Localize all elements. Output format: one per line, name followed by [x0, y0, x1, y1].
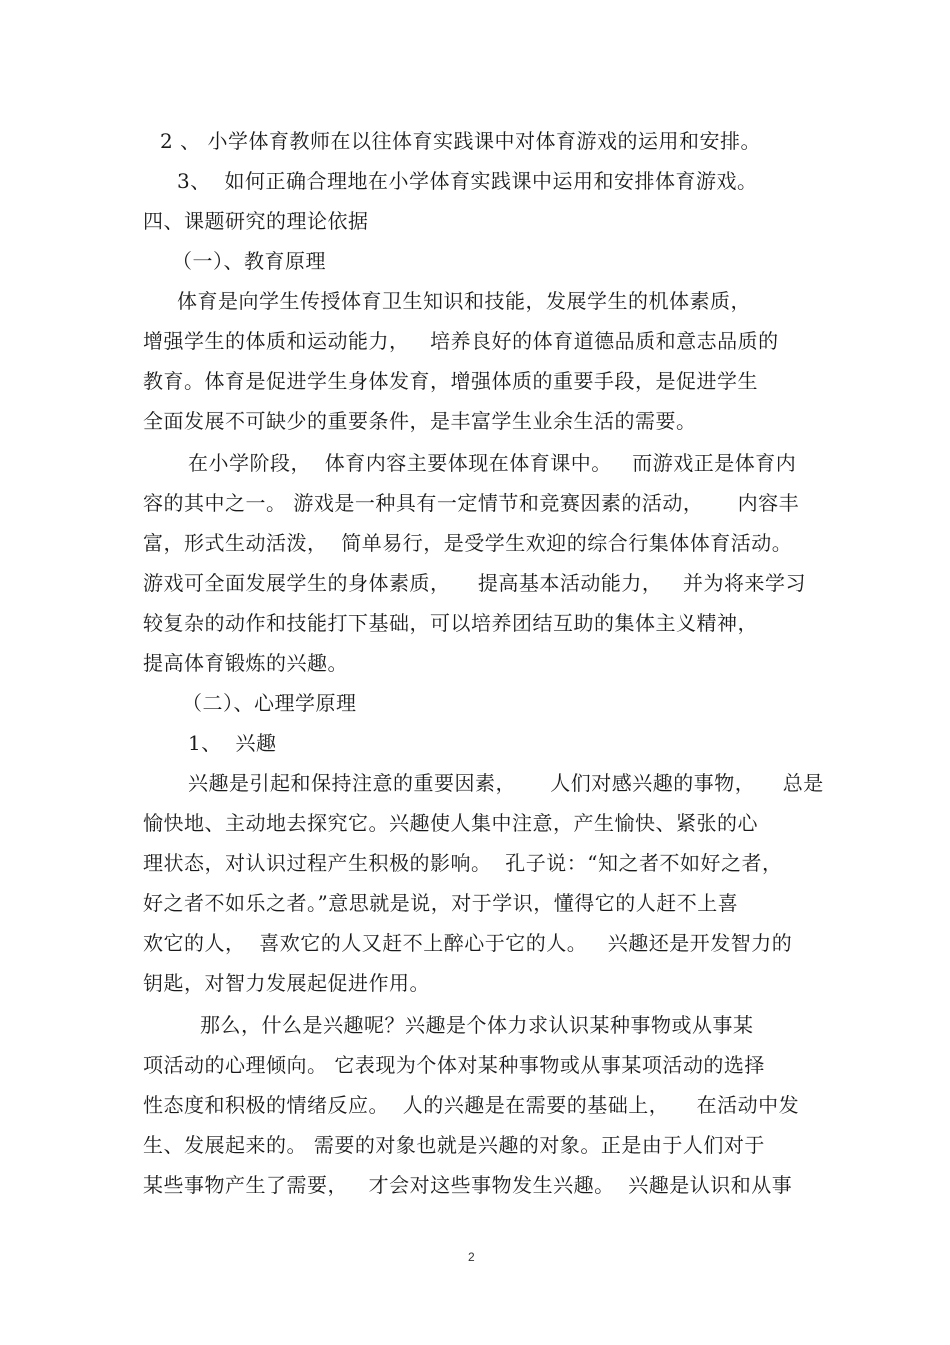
text-line-10: 容的其中之一。 游戏是一种具有一定情节和竞赛因素的活动， 内容丰	[143, 491, 800, 515]
text-line-19: 理状态，对认识过程产生积极的影响。 孔子说：“知之者不如好之者，	[143, 851, 783, 875]
item-heading-interest: 1、 兴趣	[188, 731, 277, 755]
text-line-12: 游戏可全面发展学生的身体素质， 提高基本活动能力， 并为将来学习	[143, 571, 807, 595]
text-line-2: 3、 如何正确合理地在小学体育实践课中运用和安排体育游戏。	[177, 169, 758, 193]
text-line-18: 愉快地、主动地去探究它。兴趣使人集中注意，产生愉快、紧张的心	[143, 811, 758, 835]
text-line-6: 增强学生的体质和运动能力， 培养良好的体育道德品质和意志品质的	[143, 329, 779, 353]
text-line-22: 钥匙，对智力发展起促进作用。	[143, 971, 430, 995]
subsection-heading-1: （一）、教育原理	[172, 249, 326, 273]
text-line-14: 提高体育锻炼的兴趣。	[143, 651, 348, 675]
text-line-23: 那么，什么是兴趣呢？兴趣是个体力求认识某种事物或从事某	[200, 1013, 754, 1037]
text-line-26: 生、发展起来的。 需要的对象也就是兴趣的对象。正是由于人们对于	[143, 1133, 765, 1157]
text-line-24: 项活动的心理倾向。 它表现为个体对某种事物或从事某项活动的选择	[143, 1053, 765, 1077]
text-line-25: 性态度和积极的情绪反应。 人的兴趣是在需要的基础上， 在活动中发	[143, 1093, 800, 1117]
text-line-9: 在小学阶段， 体育内容主要体现在体育课中。 而游戏正是体育内	[188, 451, 797, 475]
text-line-20: 好之者不如乐之者。”意思就是说，对于学识，懂得它的人赶不上喜	[143, 891, 739, 915]
text-line-1: 2 、 小学体育教师在以往体育实践课中对体育游戏的运用和安排。	[160, 129, 761, 153]
page-number: 2	[468, 1250, 475, 1264]
section-heading: 四、课题研究的理论依据	[143, 209, 369, 233]
text-line-8: 全面发展不可缺少的重要条件，是丰富学生业余生活的需要。	[143, 409, 697, 433]
text-line-17: 兴趣是引起和保持注意的重要因素， 人们对感兴趣的事物， 总是	[188, 771, 824, 795]
text-line-13: 较复杂的动作和技能打下基础，可以培养团结互助的集体主义精神，	[143, 611, 758, 635]
text-line-7: 教育。体育是促进学生身体发育，增强体质的重要手段，是促进学生	[143, 369, 758, 393]
text-line-11: 富，形式生动活泼， 简单易行，是受学生欢迎的综合行集体体育活动。	[143, 531, 793, 555]
text-line-5: 体育是向学生传授体育卫生知识和技能，发展学生的机体素质，	[177, 289, 751, 313]
text-line-27: 某些事物产生了需要， 才会对这些事物发生兴趣。 兴趣是认识和从事	[143, 1173, 793, 1197]
text-line-21: 欢它的人， 喜欢它的人又赶不上醉心于它的人。 兴趣还是开发智力的	[143, 931, 793, 955]
subsection-heading-2: （二）、心理学原理	[182, 691, 357, 715]
